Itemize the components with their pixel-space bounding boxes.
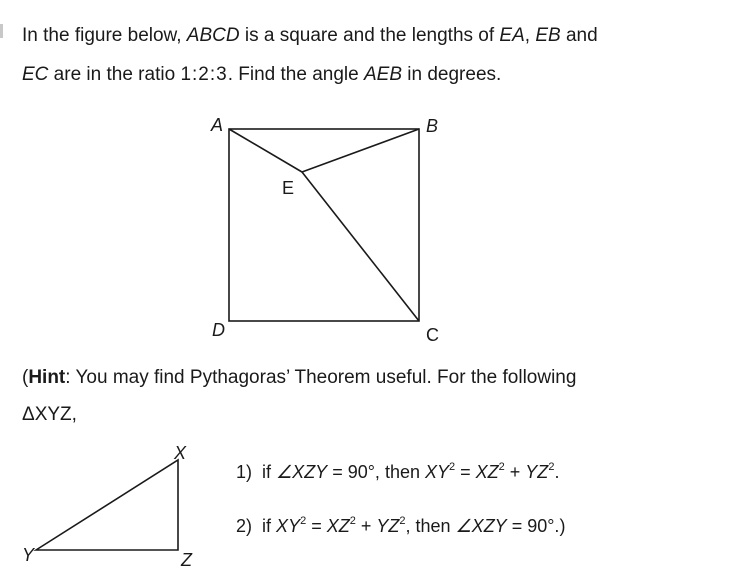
condition-1: 1) if ∠XZY = 90°, then $XY^2 = XZ^2 + YZ^2$. <box>236 461 560 482</box>
hint-line-1: (Hint: You may find Pythagoras’ Theorem useful. For the following <box>22 367 577 388</box>
square-figure <box>210 115 439 345</box>
label-z: Z <box>181 550 192 570</box>
label-b: B <box>426 116 439 136</box>
problem-line-1: In the figure below, ABCD is a square and the lengths of EA, EB and <box>22 25 598 46</box>
triangle-xyz <box>36 460 178 550</box>
label-e: E <box>282 178 295 198</box>
label-x: X <box>174 443 187 463</box>
label-a: A <box>211 115 224 135</box>
right-triangle-figure <box>22 443 193 570</box>
hint-line-2: ΔXYZ, <box>22 404 77 425</box>
label-c: C <box>426 325 439 345</box>
problem-line-2: EC are in the ratio 1:2:3. Find the angle AEB in degrees. <box>22 64 502 85</box>
square-abcd <box>229 129 419 321</box>
condition-2: 2) if $XY^2 = XZ^2 + YZ^2$, then ∠XZY = 90°.) <box>236 515 566 536</box>
label-d: D <box>212 320 225 340</box>
segment-eb <box>302 129 419 172</box>
label-y: Y <box>22 545 35 565</box>
segment-ea <box>229 129 302 172</box>
segment-ec <box>302 172 419 321</box>
